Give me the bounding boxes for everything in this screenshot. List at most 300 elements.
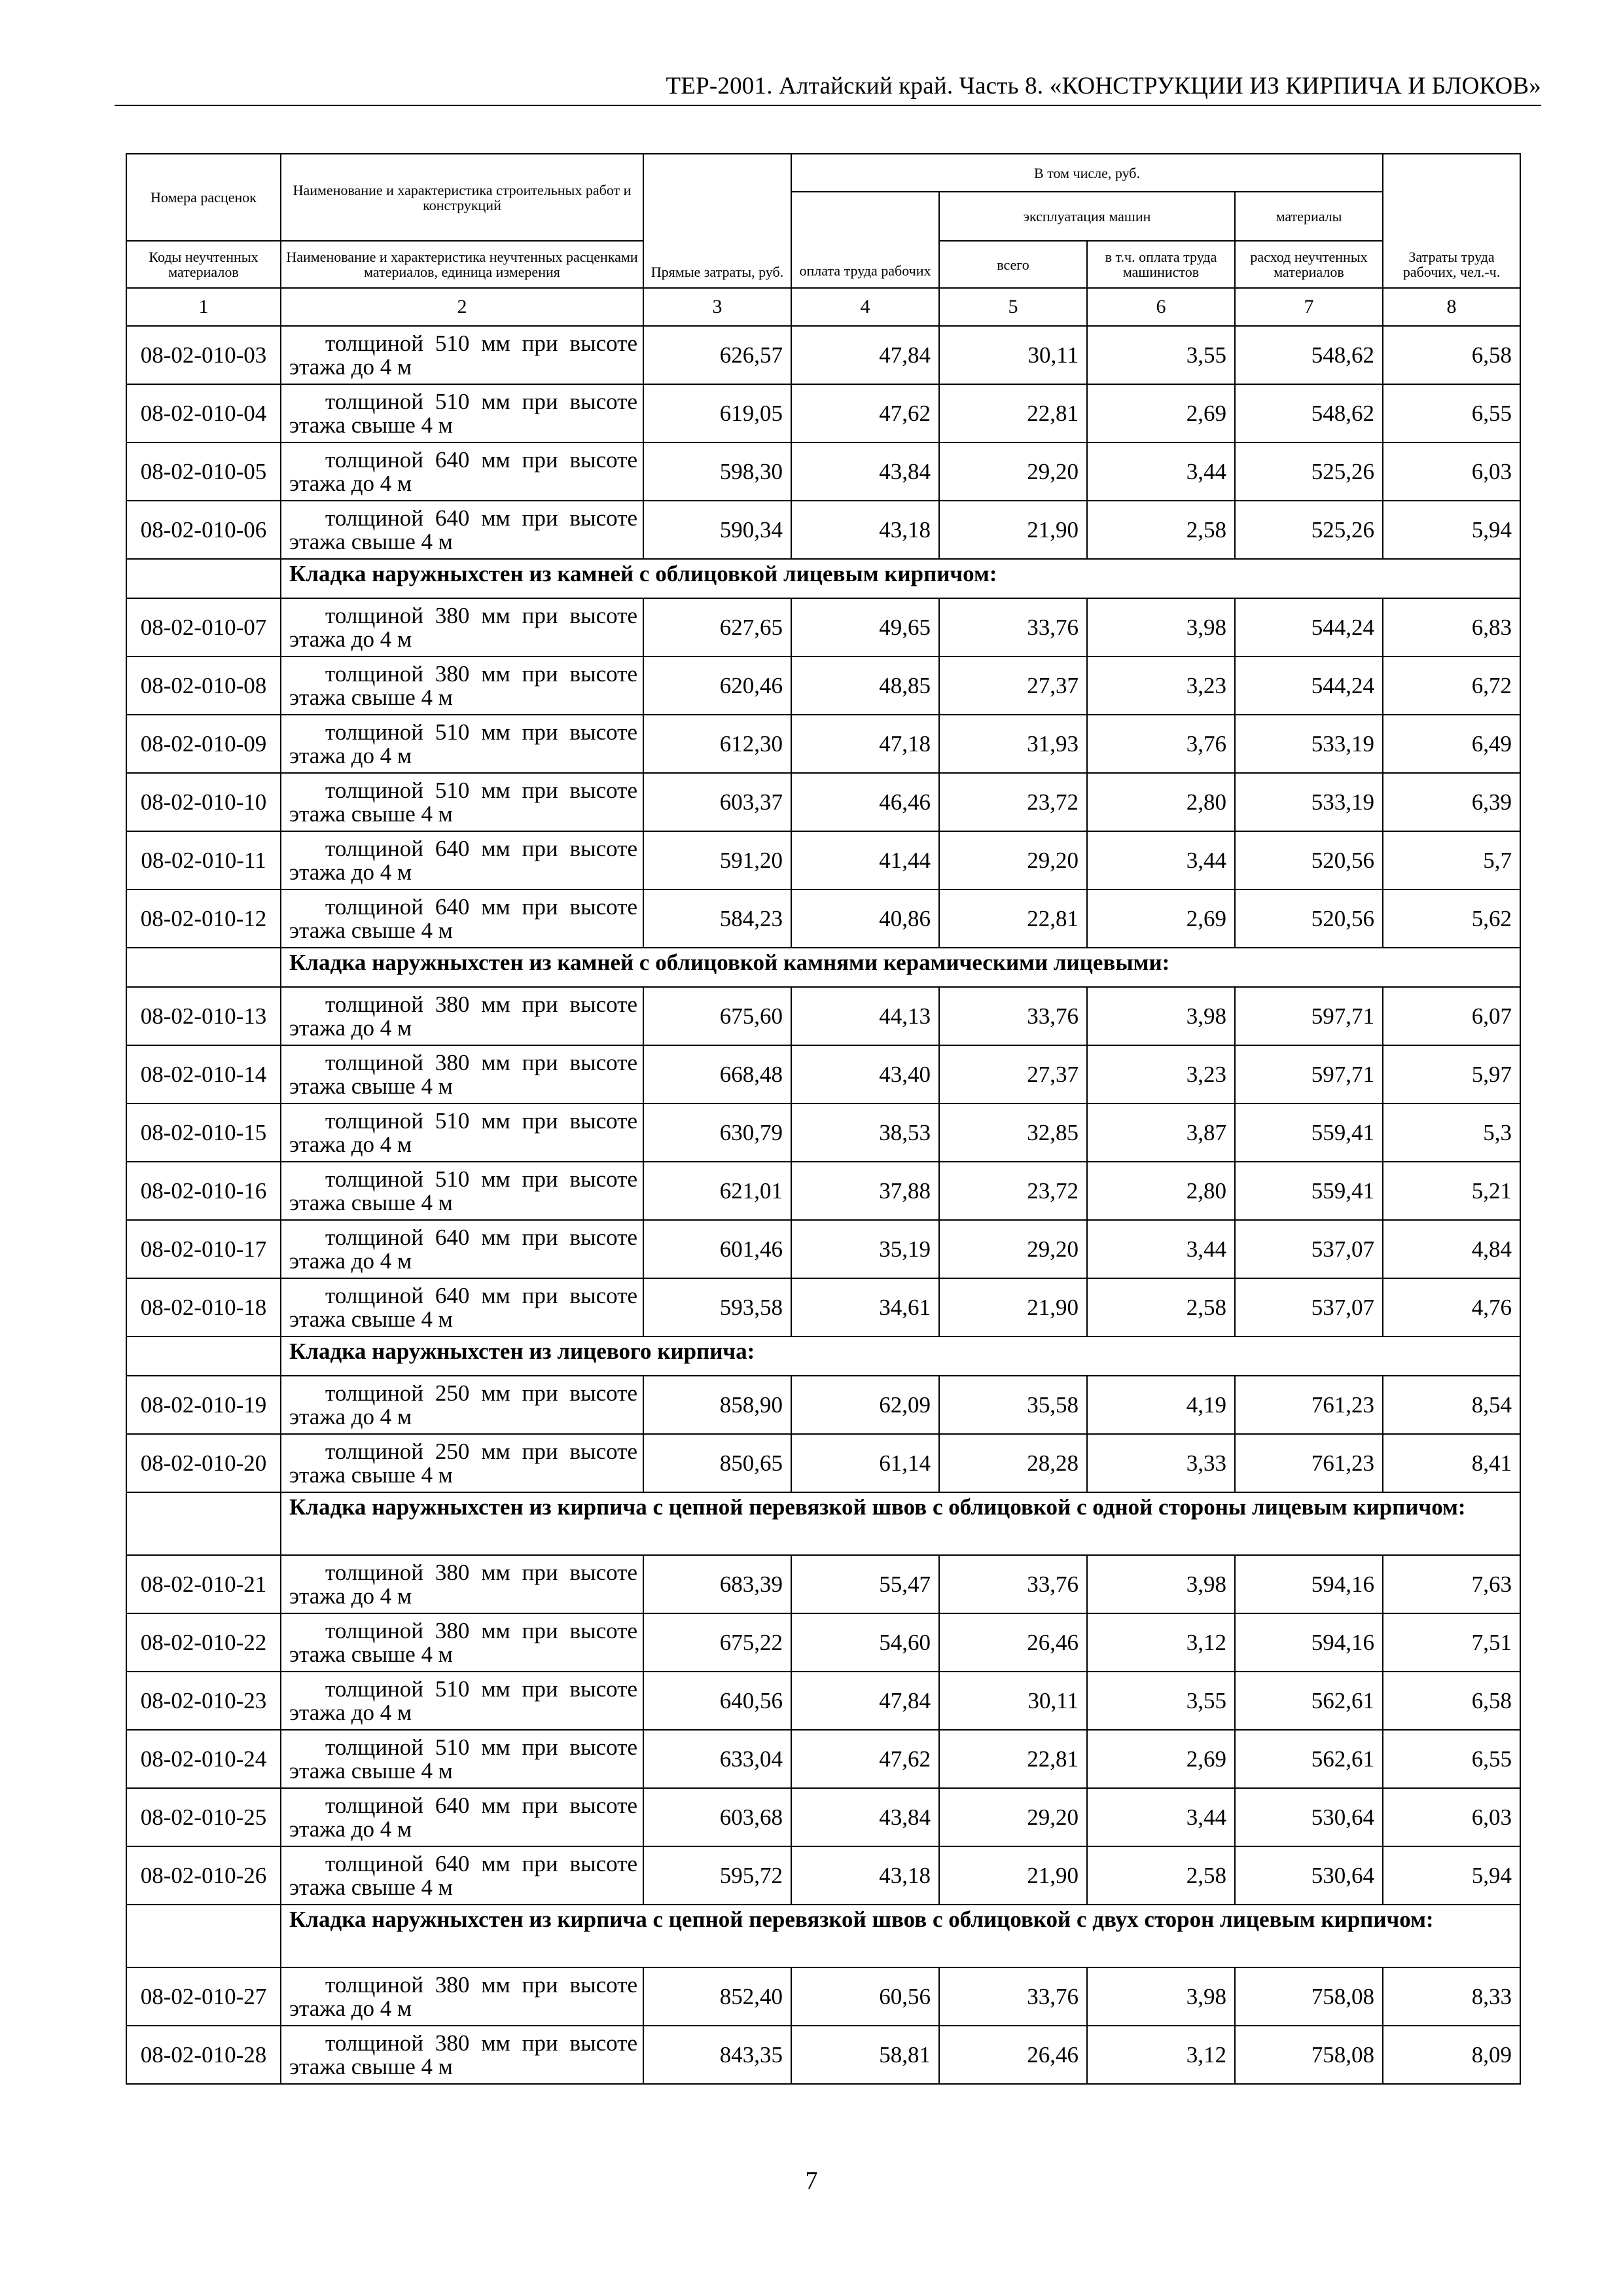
description-line-2: этажа свыше 4 м [289, 1874, 453, 1900]
table-row [126, 889, 1520, 948]
rate-code: 08-02-010-04 [126, 384, 281, 442]
table-row [126, 1846, 1520, 1905]
rates-table [126, 153, 1521, 2085]
description-line-1: толщиной 510 мм при высоте [325, 719, 637, 745]
description-line-1: толщиной 380 мм при высоте [325, 1049, 637, 1075]
table-row [126, 773, 1520, 831]
header-machines-total: всего [939, 241, 1087, 288]
labor-hours-value: 6,55 [1383, 384, 1520, 442]
materials-value: 530,64 [1235, 1846, 1383, 1905]
rate-code: 08-02-010-21 [126, 1555, 281, 1613]
table-row [126, 2026, 1520, 2084]
column-number: 2 [281, 288, 643, 326]
table-row [126, 987, 1520, 1045]
rate-code: 08-02-010-06 [126, 501, 281, 559]
machines-total-value: 23,72 [939, 773, 1087, 831]
materials-value: 562,61 [1235, 1730, 1383, 1788]
operator-pay-value: 3,44 [1087, 1788, 1235, 1846]
operator-pay-value: 3,23 [1087, 656, 1235, 715]
header-materials: материалы [1235, 192, 1383, 241]
header-machine-operation: эксплуатация машин [939, 192, 1235, 241]
operator-pay-value: 3,98 [1087, 1555, 1235, 1613]
operator-pay-value: 3,55 [1087, 326, 1235, 384]
description-line-1: толщиной 510 мм при высоте [325, 1166, 637, 1192]
direct-costs-value: 603,37 [643, 773, 791, 831]
description-line-2: этажа свыше 4 м [289, 412, 453, 438]
table-row [126, 1788, 1520, 1846]
labor-hours-value: 4,84 [1383, 1220, 1520, 1278]
direct-costs-value: 843,35 [643, 2026, 791, 2084]
description-line-2: этажа свыше 4 м [289, 917, 453, 943]
direct-costs-value: 620,46 [643, 656, 791, 715]
section-empty-cell [126, 1905, 281, 1967]
machines-total-value: 29,20 [939, 1788, 1087, 1846]
operator-pay-value: 2,58 [1087, 1846, 1235, 1905]
materials-value: 559,41 [1235, 1103, 1383, 1162]
operator-pay-value: 2,80 [1087, 1162, 1235, 1220]
materials-value: 520,56 [1235, 889, 1383, 948]
rate-code: 08-02-010-12 [126, 889, 281, 948]
header-worker-pay: оплата труда рабочих [791, 192, 939, 288]
worker-pay-value: 43,18 [791, 1846, 939, 1905]
materials-value: 520,56 [1235, 831, 1383, 889]
description-line-1: толщиной 510 мм при высоте [325, 388, 637, 414]
materials-value: 544,24 [1235, 656, 1383, 715]
description-line-1: толщиной 510 мм при высоте [325, 330, 637, 356]
machines-total-value: 22,81 [939, 889, 1087, 948]
description-line-2: этажа свыше 4 м [289, 1073, 453, 1099]
section-row [126, 1336, 1520, 1376]
description-line-2: этажа до 4 м [289, 859, 412, 885]
machines-total-value: 30,11 [939, 1672, 1087, 1730]
description-line-2: этажа до 4 м [289, 1816, 412, 1842]
operator-pay-value: 3,98 [1087, 987, 1235, 1045]
work-description [281, 384, 643, 442]
work-description [281, 1278, 643, 1336]
worker-pay-value: 46,46 [791, 773, 939, 831]
work-description [281, 1730, 643, 1788]
description-line-1: толщиной 510 мм при высоте [325, 1734, 637, 1760]
worker-pay-value: 47,62 [791, 384, 939, 442]
rate-code: 08-02-010-08 [126, 656, 281, 715]
machines-total-value: 21,90 [939, 1846, 1087, 1905]
worker-pay-value: 43,40 [791, 1045, 939, 1103]
labor-hours-value: 8,54 [1383, 1376, 1520, 1434]
rate-code: 08-02-010-18 [126, 1278, 281, 1336]
column-number: 5 [939, 288, 1087, 326]
work-description [281, 1103, 643, 1162]
description-line-2: этажа до 4 м [289, 1131, 412, 1157]
description-line-1: толщиной 380 мм при высоте [325, 602, 637, 628]
worker-pay-value: 37,88 [791, 1162, 939, 1220]
operator-pay-value: 3,98 [1087, 598, 1235, 656]
work-description [281, 1434, 643, 1492]
labor-hours-value: 7,63 [1383, 1555, 1520, 1613]
section-title: Кладка наружныхстен из камней с облицовкой камнями керамическими лицевыми: [281, 948, 1520, 987]
table-row [126, 715, 1520, 773]
materials-value: 597,71 [1235, 987, 1383, 1045]
description-line-1: толщиной 380 мм при высоте [325, 1971, 637, 1998]
work-description [281, 1376, 643, 1434]
worker-pay-value: 48,85 [791, 656, 939, 715]
table-row [126, 831, 1520, 889]
description-line-2: этажа свыше 4 м [289, 1306, 453, 1332]
table-row [126, 1220, 1520, 1278]
operator-pay-value: 3,44 [1087, 831, 1235, 889]
table-row [126, 326, 1520, 384]
direct-costs-value: 603,68 [643, 1788, 791, 1846]
description-line-2: этажа до 4 м [289, 1014, 412, 1041]
worker-pay-value: 38,53 [791, 1103, 939, 1162]
rate-code: 08-02-010-24 [126, 1730, 281, 1788]
direct-costs-value: 858,90 [643, 1376, 791, 1434]
materials-value: 548,62 [1235, 384, 1383, 442]
rate-code: 08-02-010-28 [126, 2026, 281, 2084]
description-line-1: толщиной 380 мм при высоте [325, 2030, 637, 2056]
operator-pay-value: 3,87 [1087, 1103, 1235, 1162]
labor-hours-value: 5,21 [1383, 1162, 1520, 1220]
table-row [126, 1555, 1520, 1613]
description-line-1: толщиной 510 мм при высоте [325, 1107, 637, 1134]
machines-total-value: 33,76 [939, 1967, 1087, 2026]
operator-pay-value: 3,55 [1087, 1672, 1235, 1730]
worker-pay-value: 43,18 [791, 501, 939, 559]
work-description [281, 1162, 643, 1220]
description-line-2: этажа до 4 м [289, 1583, 412, 1609]
machines-total-value: 33,76 [939, 598, 1087, 656]
machines-total-value: 33,76 [939, 987, 1087, 1045]
labor-hours-value: 8,41 [1383, 1434, 1520, 1492]
operator-pay-value: 2,69 [1087, 889, 1235, 948]
operator-pay-value: 3,44 [1087, 1220, 1235, 1278]
materials-value: 559,41 [1235, 1162, 1383, 1220]
labor-hours-value: 6,83 [1383, 598, 1520, 656]
description-line-2: этажа до 4 м [289, 1699, 412, 1725]
description-line-2: этажа свыше 4 м [289, 1462, 453, 1488]
description-line-1: толщиной 380 мм при высоте [325, 991, 637, 1017]
direct-costs-value: 852,40 [643, 1967, 791, 2026]
section-row [126, 1492, 1520, 1555]
work-description [281, 2026, 643, 2084]
work-description [281, 1967, 643, 2026]
worker-pay-value: 58,81 [791, 2026, 939, 2084]
rate-code: 08-02-010-07 [126, 598, 281, 656]
labor-hours-value: 6,39 [1383, 773, 1520, 831]
direct-costs-value: 619,05 [643, 384, 791, 442]
description-line-1: толщиной 380 мм при высоте [325, 660, 637, 687]
header-including: В том числе, руб. [791, 154, 1383, 192]
direct-costs-value: 630,79 [643, 1103, 791, 1162]
machines-total-value: 26,46 [939, 2026, 1087, 2084]
machines-total-value: 29,20 [939, 442, 1087, 501]
operator-pay-value: 3,23 [1087, 1045, 1235, 1103]
labor-hours-value: 6,03 [1383, 442, 1520, 501]
direct-costs-value: 668,48 [643, 1045, 791, 1103]
direct-costs-value: 633,04 [643, 1730, 791, 1788]
rate-code: 08-02-010-20 [126, 1434, 281, 1492]
table-row [126, 598, 1520, 656]
labor-hours-value: 5,94 [1383, 501, 1520, 559]
direct-costs-value: 683,39 [643, 1555, 791, 1613]
description-line-2: этажа свыше 4 м [289, 684, 453, 710]
labor-hours-value: 5,3 [1383, 1103, 1520, 1162]
column-number: 6 [1087, 288, 1235, 326]
direct-costs-value: 627,65 [643, 598, 791, 656]
table-body [126, 326, 1520, 2084]
header-operator-pay: в т.ч. оплата труда машинистов [1087, 241, 1235, 288]
worker-pay-value: 55,47 [791, 1555, 939, 1613]
worker-pay-value: 44,13 [791, 987, 939, 1045]
section-row [126, 948, 1520, 987]
rate-code: 08-02-010-16 [126, 1162, 281, 1220]
rate-code: 08-02-010-11 [126, 831, 281, 889]
machines-total-value: 21,90 [939, 1278, 1087, 1336]
description-line-2: этажа свыше 4 м [289, 800, 453, 827]
labor-hours-value: 5,62 [1383, 889, 1520, 948]
work-description [281, 1846, 643, 1905]
direct-costs-value: 612,30 [643, 715, 791, 773]
work-description [281, 889, 643, 948]
labor-hours-value: 6,58 [1383, 326, 1520, 384]
column-number: 1 [126, 288, 281, 326]
work-description [281, 1220, 643, 1278]
operator-pay-value: 3,44 [1087, 442, 1235, 501]
materials-value: 533,19 [1235, 715, 1383, 773]
machines-total-value: 22,81 [939, 1730, 1087, 1788]
rate-code: 08-02-010-14 [126, 1045, 281, 1103]
direct-costs-value: 640,56 [643, 1672, 791, 1730]
operator-pay-value: 3,12 [1087, 1613, 1235, 1672]
worker-pay-value: 47,84 [791, 1672, 939, 1730]
description-line-2: этажа до 4 м [289, 1995, 412, 2021]
header-direct-costs: Прямые затраты, руб. [643, 154, 791, 288]
direct-costs-value: 601,46 [643, 1220, 791, 1278]
rate-code: 08-02-010-27 [126, 1967, 281, 2026]
operator-pay-value: 2,58 [1087, 1278, 1235, 1336]
header-material-codes: Коды неучтенных материалов [126, 241, 281, 288]
description-line-1: толщиной 510 мм при высоте [325, 1676, 637, 1702]
operator-pay-value: 2,80 [1087, 773, 1235, 831]
rate-code: 08-02-010-10 [126, 773, 281, 831]
materials-value: 537,07 [1235, 1220, 1383, 1278]
materials-value: 533,19 [1235, 773, 1383, 831]
direct-costs-value: 675,60 [643, 987, 791, 1045]
section-title: Кладка наружныхстен из кирпича с цепной перевязкой швов с облицовкой с двух сторон лицевым кирпичом: [281, 1905, 1520, 1967]
materials-value: 525,26 [1235, 501, 1383, 559]
labor-hours-value: 8,33 [1383, 1967, 1520, 2026]
work-description [281, 1788, 643, 1846]
operator-pay-value: 3,12 [1087, 2026, 1235, 2084]
machines-total-value: 29,20 [939, 831, 1087, 889]
work-description [281, 773, 643, 831]
work-description [281, 598, 643, 656]
work-description [281, 326, 643, 384]
description-line-2: этажа до 4 м [289, 353, 412, 380]
labor-hours-value: 4,76 [1383, 1278, 1520, 1336]
section-title: Кладка наружныхстен из лицевого кирпича: [281, 1336, 1520, 1376]
rate-code: 08-02-010-05 [126, 442, 281, 501]
operator-pay-value: 3,76 [1087, 715, 1235, 773]
materials-value: 548,62 [1235, 326, 1383, 384]
table-row [126, 1730, 1520, 1788]
worker-pay-value: 35,19 [791, 1220, 939, 1278]
direct-costs-value: 590,34 [643, 501, 791, 559]
machines-total-value: 31,93 [939, 715, 1087, 773]
section-empty-cell [126, 1492, 281, 1555]
worker-pay-value: 47,62 [791, 1730, 939, 1788]
section-row [126, 559, 1520, 598]
operator-pay-value: 3,33 [1087, 1434, 1235, 1492]
labor-hours-value: 6,07 [1383, 987, 1520, 1045]
work-description [281, 1613, 643, 1672]
column-number: 4 [791, 288, 939, 326]
work-description [281, 1555, 643, 1613]
machines-total-value: 23,72 [939, 1162, 1087, 1220]
work-description [281, 715, 643, 773]
section-title: Кладка наружныхстен из кирпича с цепной перевязкой швов с облицовкой с одной стороны лицевым кирпичом: [281, 1492, 1520, 1555]
labor-hours-value: 6,58 [1383, 1672, 1520, 1730]
document-title: ТЕР-2001. Алтайский край. Часть 8. «КОНСТРУКЦИИ ИЗ КИРПИЧА И БЛОКОВ» [666, 73, 1541, 99]
machines-total-value: 21,90 [939, 501, 1087, 559]
direct-costs-value: 850,65 [643, 1434, 791, 1492]
rate-code: 08-02-010-09 [126, 715, 281, 773]
operator-pay-value: 2,69 [1087, 1730, 1235, 1788]
description-line-1: толщиной 640 мм при высоте [325, 835, 637, 861]
worker-pay-value: 40,86 [791, 889, 939, 948]
table-row [126, 1278, 1520, 1336]
work-description [281, 1672, 643, 1730]
machines-total-value: 26,46 [939, 1613, 1087, 1672]
table-row [126, 1103, 1520, 1162]
operator-pay-value: 2,58 [1087, 501, 1235, 559]
work-description [281, 831, 643, 889]
direct-costs-value: 593,58 [643, 1278, 791, 1336]
worker-pay-value: 54,60 [791, 1613, 939, 1672]
machines-total-value: 30,11 [939, 326, 1087, 384]
description-line-1: толщиной 380 мм при высоте [325, 1559, 637, 1585]
work-description [281, 987, 643, 1045]
labor-hours-value: 5,7 [1383, 831, 1520, 889]
rate-code: 08-02-010-15 [126, 1103, 281, 1162]
description-line-2: этажа до 4 м [289, 1403, 412, 1429]
work-description [281, 656, 643, 715]
direct-costs-value: 584,23 [643, 889, 791, 948]
operator-pay-value: 3,98 [1087, 1967, 1235, 2026]
machines-total-value: 27,37 [939, 1045, 1087, 1103]
header-work-name: Наименование и характеристика строительных работ и конструкций [281, 154, 643, 241]
materials-value: 525,26 [1235, 442, 1383, 501]
machines-total-value: 22,81 [939, 384, 1087, 442]
machines-total-value: 33,76 [939, 1555, 1087, 1613]
rate-code: 08-02-010-03 [126, 326, 281, 384]
description-line-2: этажа свыше 4 м [289, 1641, 453, 1667]
section-empty-cell [126, 948, 281, 987]
description-line-1: толщиной 250 мм при высоте [325, 1438, 637, 1464]
description-line-1: толщиной 640 мм при высоте [325, 893, 637, 920]
materials-value: 594,16 [1235, 1555, 1383, 1613]
machines-total-value: 29,20 [939, 1220, 1087, 1278]
table-row [126, 1045, 1520, 1103]
worker-pay-value: 43,84 [791, 1788, 939, 1846]
labor-hours-value: 7,51 [1383, 1613, 1520, 1672]
header-rate-number: Номера расценок [126, 154, 281, 241]
description-line-1: толщиной 640 мм при высоте [325, 1282, 637, 1308]
operator-pay-value: 4,19 [1087, 1376, 1235, 1434]
direct-costs-value: 591,20 [643, 831, 791, 889]
materials-value: 597,71 [1235, 1045, 1383, 1103]
direct-costs-value: 598,30 [643, 442, 791, 501]
section-empty-cell [126, 559, 281, 598]
materials-value: 562,61 [1235, 1672, 1383, 1730]
labor-hours-value: 6,03 [1383, 1788, 1520, 1846]
worker-pay-value: 62,09 [791, 1376, 939, 1434]
table-row [126, 1434, 1520, 1492]
materials-value: 537,07 [1235, 1278, 1383, 1336]
machines-total-value: 27,37 [939, 656, 1087, 715]
description-line-1: толщиной 640 мм при высоте [325, 505, 637, 531]
worker-pay-value: 49,65 [791, 598, 939, 656]
description-line-2: этажа свыше 4 м [289, 1757, 453, 1784]
table-row [126, 442, 1520, 501]
rate-code: 08-02-010-25 [126, 1788, 281, 1846]
description-line-1: толщиной 640 мм при высоте [325, 1224, 637, 1250]
table-row [126, 501, 1520, 559]
worker-pay-value: 41,44 [791, 831, 939, 889]
direct-costs-value: 626,57 [643, 326, 791, 384]
worker-pay-value: 34,61 [791, 1278, 939, 1336]
materials-value: 761,23 [1235, 1376, 1383, 1434]
section-title: Кладка наружныхстен из камней с облицовкой лицевым кирпичом: [281, 559, 1520, 598]
materials-value: 544,24 [1235, 598, 1383, 656]
header-material-names: Наименование и характеристика неучтенных расценками материалов, единица измерения [281, 241, 643, 288]
machines-total-value: 32,85 [939, 1103, 1087, 1162]
table-row [126, 1162, 1520, 1220]
machines-total-value: 28,28 [939, 1434, 1087, 1492]
table-row [126, 384, 1520, 442]
labor-hours-value: 5,94 [1383, 1846, 1520, 1905]
rate-code: 08-02-010-19 [126, 1376, 281, 1434]
rate-code: 08-02-010-23 [126, 1672, 281, 1730]
description-line-1: толщиной 250 мм при высоте [325, 1380, 637, 1406]
section-row [126, 1905, 1520, 1967]
running-header [115, 71, 1541, 106]
worker-pay-value: 43,84 [791, 442, 939, 501]
table-row [126, 656, 1520, 715]
materials-value: 758,08 [1235, 1967, 1383, 2026]
description-line-1: толщиной 380 мм при высоте [325, 1617, 637, 1643]
table-row [126, 1967, 1520, 2026]
section-empty-cell [126, 1336, 281, 1376]
work-description [281, 1045, 643, 1103]
labor-hours-value: 6,55 [1383, 1730, 1520, 1788]
labor-hours-value: 6,72 [1383, 656, 1520, 715]
labor-hours-value: 8,09 [1383, 2026, 1520, 2084]
labor-hours-value: 5,97 [1383, 1045, 1520, 1103]
description-line-2: этажа свыше 4 м [289, 2053, 453, 2079]
column-number: 8 [1383, 288, 1520, 326]
worker-pay-value: 60,56 [791, 1967, 939, 2026]
worker-pay-value: 47,18 [791, 715, 939, 773]
direct-costs-value: 675,22 [643, 1613, 791, 1672]
description-line-2: этажа свыше 4 м [289, 1189, 453, 1215]
description-line-2: этажа до 4 м [289, 626, 412, 652]
description-line-1: толщиной 640 мм при высоте [325, 1792, 637, 1818]
worker-pay-value: 47,84 [791, 326, 939, 384]
column-number: 3 [643, 288, 791, 326]
materials-value: 594,16 [1235, 1613, 1383, 1672]
direct-costs-value: 621,01 [643, 1162, 791, 1220]
table-row [126, 1376, 1520, 1434]
